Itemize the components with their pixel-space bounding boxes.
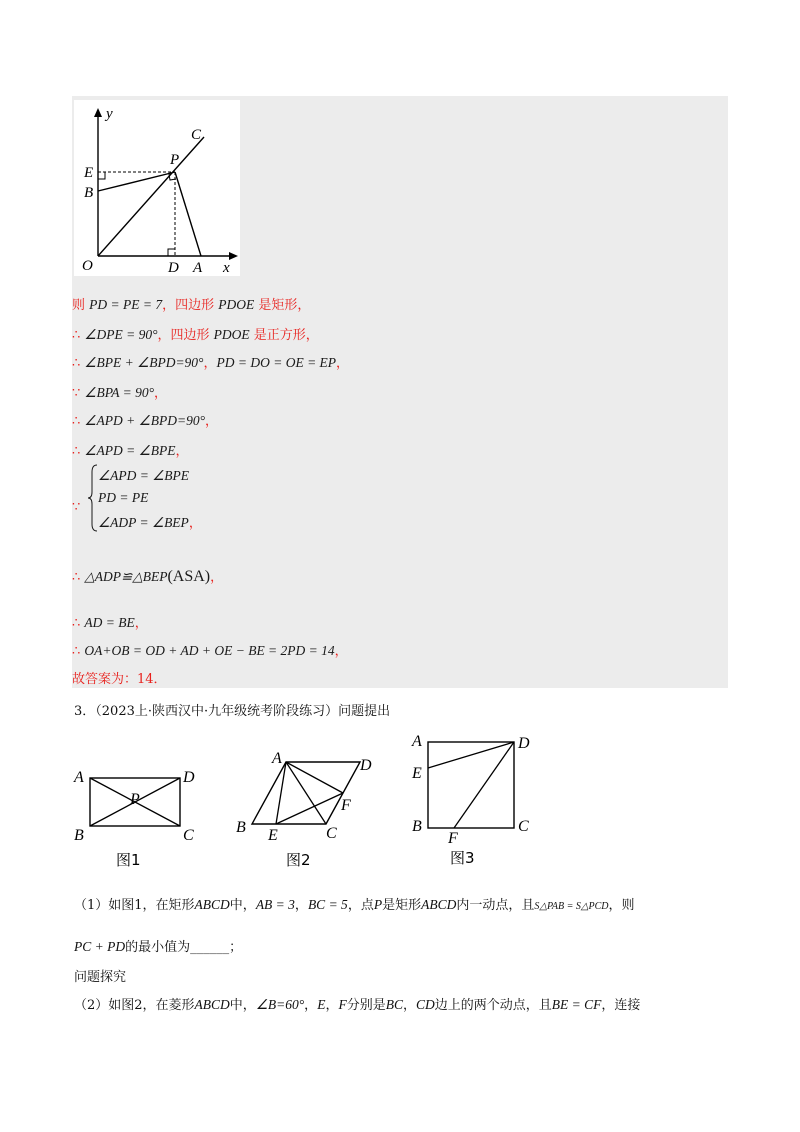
label-a: A bbox=[193, 260, 203, 276]
part-1-line-1: （1）如图1，在矩形ABCD中，AB = 3，BC = 5，点P是矩形ABCD内一动点，且S△PAB = S△PCD，则 bbox=[74, 897, 635, 913]
solution-line-6: ∴ ∠APD = ∠BPE， bbox=[72, 443, 189, 459]
system-row-3: ∠ADP = ∠BEP， bbox=[98, 515, 202, 531]
label-o: O bbox=[82, 258, 93, 274]
label-y: y bbox=[106, 106, 113, 122]
question-header: 3．（2023上·陕西汉中·九年级统考阶段练习）问题提出 bbox=[74, 704, 391, 719]
fig1-p: P bbox=[130, 791, 140, 808]
solution-line-1: 则 PD = PE = 7，四边形 PDOE 是矩形， bbox=[72, 297, 311, 313]
part-1-line-2: PC + PD的最小值为______； bbox=[74, 939, 243, 955]
answer-line: 故答案为：14． bbox=[72, 672, 167, 687]
solution-line-5: ∴ ∠APD + ∠BPD=90°， bbox=[72, 413, 218, 429]
system-brace bbox=[88, 464, 98, 532]
fig3-b: B bbox=[412, 818, 422, 835]
part-2-line-1: （2）如图2，在菱形ABCD中，∠B=60°，E，F分别是BC，CD边上的两个动点，且BE = CF，连接 bbox=[74, 997, 641, 1013]
solution-line-10: ∴ OA+OB = OD + AD + OE − BE = 2PD = 14， bbox=[72, 643, 348, 659]
fig2-d: D bbox=[360, 757, 372, 774]
fig3-c: C bbox=[518, 818, 529, 835]
label-e: E bbox=[84, 165, 94, 181]
label-x: x bbox=[223, 260, 230, 276]
fig3-f: F bbox=[448, 830, 458, 847]
solution-line-8: ∴ △ADP≌△BEP(ASA)， bbox=[72, 568, 224, 585]
fig2-a: A bbox=[272, 750, 282, 767]
explore-heading: 问题探究 bbox=[74, 970, 127, 985]
fig3-caption: 图3 bbox=[450, 849, 475, 867]
label-p: P bbox=[170, 152, 180, 168]
label-c: C bbox=[191, 127, 202, 143]
fig2-e: E bbox=[268, 827, 278, 844]
figure-1 bbox=[70, 762, 200, 870]
fig2-c: C bbox=[326, 825, 337, 842]
fig1-b: B bbox=[74, 827, 84, 844]
fig2-b: B bbox=[236, 819, 246, 836]
fig1-c: C bbox=[183, 827, 194, 844]
fig1-d: D bbox=[183, 769, 195, 786]
figure-2 bbox=[230, 748, 380, 870]
solution-line-4: ∵ ∠BPA = 90°， bbox=[72, 385, 168, 401]
solution-line-9: ∴ AD = BE， bbox=[72, 615, 148, 631]
fig2-caption: 图2 bbox=[286, 851, 311, 869]
system-row-1: ∠APD = ∠BPE bbox=[98, 468, 190, 483]
solution-line-3: ∴ ∠BPE + ∠BPD=90°，PD = DO = OE = EP， bbox=[72, 355, 350, 371]
system-row-2: PD = PE bbox=[98, 490, 149, 505]
coordinate-figure bbox=[74, 100, 240, 276]
label-d: D bbox=[168, 260, 179, 276]
solution-line-7-prefix: ∵ bbox=[72, 500, 81, 515]
label-b: B bbox=[84, 185, 94, 201]
fig1-caption: 图1 bbox=[116, 851, 141, 869]
fig3-e: E bbox=[412, 765, 422, 782]
fig3-a: A bbox=[412, 733, 422, 750]
fig1-a: A bbox=[74, 769, 84, 786]
solution-line-2: ∴ ∠DPE = 90°，四边形 PDOE 是正方形， bbox=[72, 327, 319, 343]
figure-3 bbox=[408, 730, 538, 870]
fig3-d: D bbox=[518, 735, 530, 752]
fig2-f: F bbox=[341, 797, 351, 814]
